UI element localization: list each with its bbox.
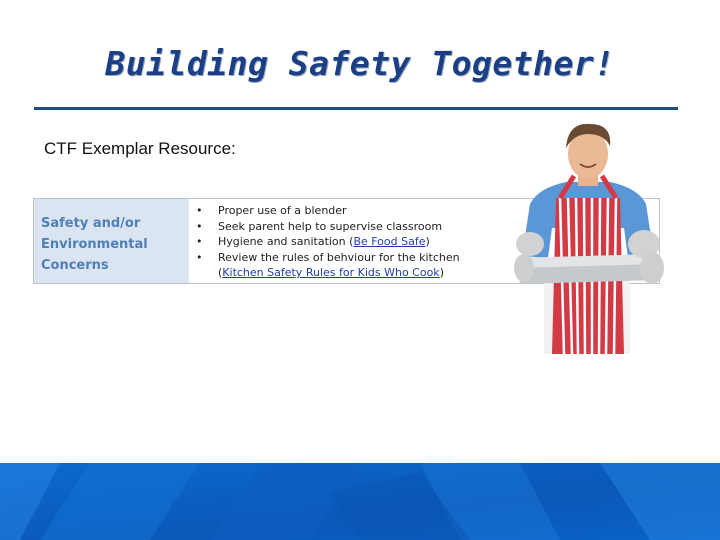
list-item [196, 219, 526, 235]
list-item-text: Hygiene and sanitation ( [218, 235, 354, 248]
title-divider [34, 107, 678, 110]
list-item-text: ) [425, 235, 430, 248]
slide-title: Building Safety Together! [105, 44, 615, 83]
safety-list [196, 203, 526, 281]
list-item [196, 250, 526, 266]
safety-label [41, 213, 186, 276]
list-item-text: Review the rules of behviour for the kitchen [218, 250, 460, 264]
list-item-text: Seek parent help to supervise classroom [218, 219, 443, 233]
list-item-text: ) [439, 266, 444, 279]
kitchen-safety-rules-link[interactable]: Kitchen Safety Rules for Kids Who Cook [222, 266, 440, 279]
chef-with-baking-tray-photo [508, 118, 668, 354]
resource-heading: CTF Exemplar Resource: [44, 139, 236, 158]
be-food-safe-link[interactable]: Be Food Safe [353, 235, 426, 248]
bullet: • [196, 204, 203, 217]
bullet: • [196, 235, 203, 248]
list-item [196, 234, 526, 250]
safety-label-line: Environmental [41, 237, 148, 252]
safety-label-line: Concerns [41, 258, 109, 273]
list-item [196, 203, 526, 219]
safety-label-line: Safety and/or [41, 216, 141, 231]
list-item-text: Proper use of a blender [218, 204, 347, 217]
footer-band [0, 463, 720, 540]
list-item-continuation [196, 265, 526, 281]
list-item-text: ( [218, 266, 223, 279]
safety-label-cell [34, 199, 189, 283]
bullet: • [196, 250, 203, 264]
bullet: • [196, 219, 203, 233]
